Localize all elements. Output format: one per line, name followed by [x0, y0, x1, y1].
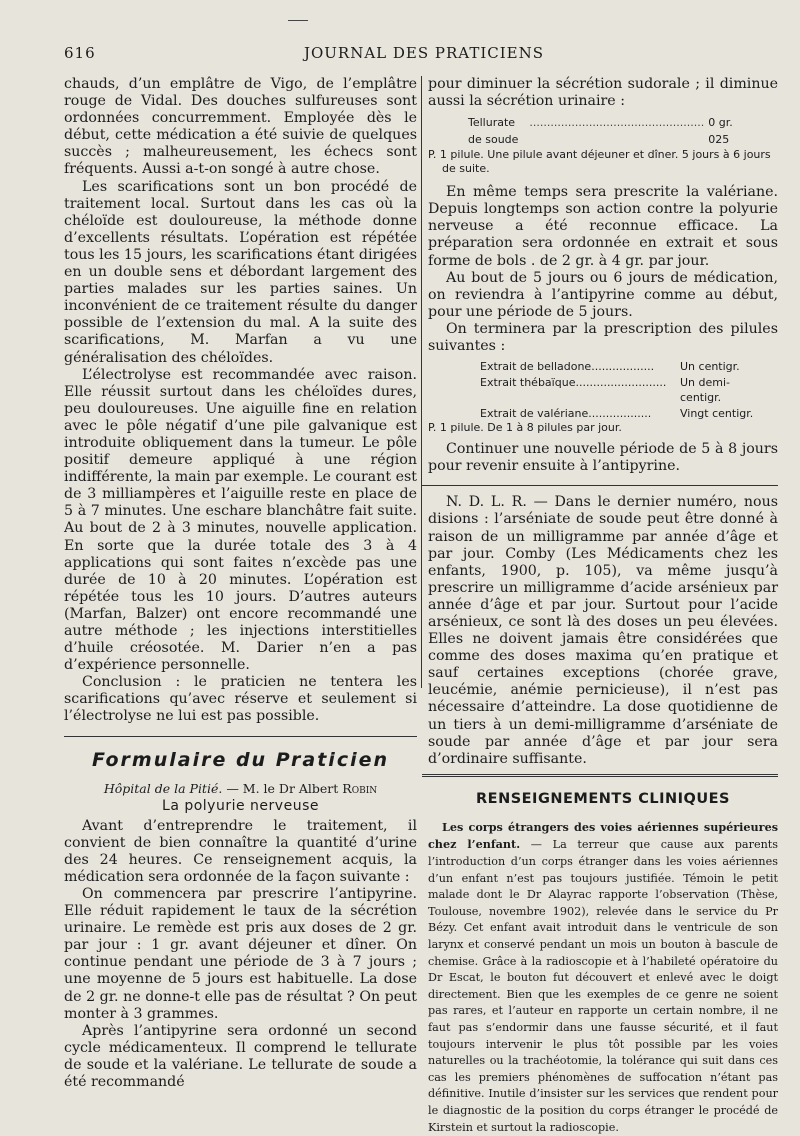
prescription-line — [428, 114, 778, 148]
prescription-2 — [480, 359, 770, 421]
paragraph: Après l’antipyrine sera ordonné un second cycle médicamenteux. Il comprend le tellurate de soude et la valériane. Le tellurate de soude a été recommandé — [64, 1022, 417, 1090]
drug-name: Extrait de belladone.................. — [480, 360, 655, 374]
paragraph: Au bout de 5 jours ou 6 jours de médication, on reviendra à l’antipyrine comme au début, pour une période de 5 jours. — [428, 269, 778, 320]
drug-name: Tellurate de soude — [468, 116, 519, 147]
page-header — [64, 44, 784, 66]
article-byline — [64, 781, 417, 796]
paragraph: Conclusion : le praticien ne tentera les scarifications qu’avec réserve et seulement si l’électrolyse ne lui est pas possible. — [64, 674, 417, 725]
leader-dots: .................................................. — [529, 116, 705, 130]
prescription-note: P. 1 pilule. Une pilule avant déjeuner et dîner. 5 jours à 6 jours de suite. — [428, 148, 771, 176]
drug-name: Extrait thébaïque.......................... — [480, 375, 667, 389]
section-rule — [64, 736, 417, 737]
clinical-note-text: — La terreur que cause aux parents l’introduction d’un corps étranger dans les voies aériennes d’un enfant n’est pas toujours justifiée. Témoin le petit malade dont le Dr Alayrac rapporte l’observation (Thèse, Toulouse, novembre 1902), relevée dans le service du Pr Bézy. Cet enfant avait introduit dans le ventricule de son larynx et conservé pendant un mois un bouton à bascule de chemise. Grâce à la radioscopie et à l’habileté opératoire du Dr Escat, le bouton fut découvert et enlevé avec le doigt directement. Bien que les exemples de ce genre ne soient pas rares, et l’auteur en rapporte un certain nombre, il ne faut pas s’endormir dans une fausse sécurité, et il faut toujours intervenir le plus tôt possible par les voies naturelles ou la trachéotomie, la tolérance qui suit dans ces cas les premiers phénomènes de suffocation n’étant pas définitive. Inutile d’insister sur les services que rendent pour le diagnostic de la position du corps étranger le procédé de Kirstein et surtout la radioscopie. — [428, 838, 779, 1134]
article-title: La polyurie nerveuse — [162, 797, 319, 814]
editor-note: N. D. L. R. — Dans le dernier numéro, nous disions : l’arséniate de soude peut être donné à raison de un milligramme par année d’âge et par jour. Comby (Les Médicaments chez les enfants, 1900, p. 105), va même jusqu’à prescrire un milligramme d’acide arsénieux par année d’âge et par jour. Surtout pour l’acide arsénieux, ce sont là des doses un peu élevées. Elles ne doivent jamais être considérées que comme des doses maxima qu’en pratique et sauf certaines exceptions (chorée grave, leucémie, anémie pernicieuse), il n’est pas nécessaire d’atteindre. La dose quotidienne de un tiers à un demi-milligramme d’arséniate de soude par année d’âge et par jour sera d’ordinaire suffisante. — [428, 494, 778, 767]
page-number: 616 — [64, 44, 96, 62]
author-prefix: — M. le Dr Albert — [226, 780, 339, 796]
clinical-note-lead: Les corps étrangers des voies aériennes supérieures chez l’enfant. — [428, 819, 778, 852]
formulaire-title: Formulaire du Praticien — [91, 748, 390, 771]
drug-quantity: Vingt centigr. — [680, 406, 754, 420]
clinical-note — [428, 819, 778, 1136]
paragraph: En même temps sera prescrite la valériane. Depuis longtemps son action contre la polyurie nerveuse a été reconnue efficace. La préparation sera ordonnée en extrait et sous forme de bols . de 2 gr. à 4 gr. par jour. — [428, 184, 778, 269]
drug-name: Extrait de valériane.................. — [480, 406, 652, 420]
running-title: JOURNAL DES PRATICIENS — [303, 44, 545, 62]
paragraph: On terminera par la prescription des pilules suivantes : — [428, 320, 778, 355]
paragraph: Continuer une nouvelle période de 5 à 8 jours pour revenir ensuite à l’antipyrine. — [428, 441, 778, 475]
section-rule — [422, 485, 778, 486]
prescription-note: P. 1 pilule. De 1 à 8 pilules par jour. — [428, 421, 622, 435]
author-name: Robin — [342, 780, 378, 796]
right-column — [428, 76, 778, 1136]
prescription-1 — [428, 114, 778, 148]
prescription-line — [480, 406, 770, 422]
paragraph: chauds, d’un emplâtre de Vigo, de l’emplâtre rouge de Vidal. Des douches sulfureuses sont ordonnées concurremment. Employée dès le début, cette médication a été suivie de quelques succès ; malheureusement, les échecs sont fréquents. Aussi a-t-on songé à autre chose. — [64, 76, 417, 178]
drug-quantity: Un demi-centigr. — [680, 375, 731, 405]
drug-quantity: Un centigr. — [680, 360, 740, 374]
paragraph: On commencera par prescrire l’antipyrine. Elle réduit rapidement le taux de la sécrétion urinaire. Le remède est pris aux doses de 2 gr. par jour : 1 gr. avant déjeuner et dîner. On continue pendant une période de 3 à 7 jours ; une moyenne de 5 jours est habituelle. La dose de 2 gr. ne donne-t elle pas de résultat ? On peut monter à 3 grammes. — [64, 885, 417, 1022]
column-divider — [421, 76, 422, 688]
header-rule — [288, 20, 308, 21]
prescription-line — [480, 375, 770, 406]
paragraph: L’électrolyse est recommandée avec raison. Elle réussit surtout dans les chéloïdes dures, peu douloureuses. Une aiguille fine en relation avec le pôle négatif d’une pile galvanique est introduite obliquement dans la tumeur. Le pôle positif demeure appliqué à une région indifférente, la main par exemple. Le courant est de 3 milliampères et l’aiguille reste en place de 5 à 7 minutes. Une eschare blanchâtre fait suite. Au bout de 2 à 3 minutes, nouvelle application. En sorte que la durée totale des 3 à 4 applications qui sont faites n’excède pas une durée de 10 à 20 minutes. L’opération est répétée tous les 10 jours. D’autres auteurs (Marfan, Balzer) ont encore recommandé une autre méthode ; les injections interstitielles d’huile créosotée. M. Darier n’en a pas d’expérience personnelle. — [64, 366, 417, 674]
left-column — [64, 76, 417, 1091]
section-rule — [422, 774, 778, 777]
paragraph: pour diminuer la sécrétion sudorale ; il diminue aussi la sécrétion urinaire : — [428, 76, 778, 110]
paragraph: Avant d’entreprendre le traitement, il convient de bien connaître la quantité d’urine des 24 heures. Ce renseignement acquis, la médication sera ordonnée de la façon suivante : — [64, 817, 417, 885]
hospital-name: Hôpital de la Pitié. — [103, 780, 223, 796]
prescription-line — [480, 359, 770, 375]
paragraph: Les scarifications sont un bon procédé de traitement local. Surtout dans les cas où la chéloïde est douloureuse, la méthode donne d’excellents résultats. L’opération est répétée tous les 15 jours, les scarifications étant dirigées en un double sens et débordant largement des parties malades sur les parties saines. Un inconvénient de ce traitement résulte du danger possible de l’extension du mal. A la suite des scarifications, M. Marfan a vu une généralisation des chéloïdes. — [64, 178, 417, 366]
section-title: RENSEIGNEMENTS CLINIQUES — [476, 790, 730, 807]
drug-quantity: 0 gr. 025 — [708, 116, 733, 147]
